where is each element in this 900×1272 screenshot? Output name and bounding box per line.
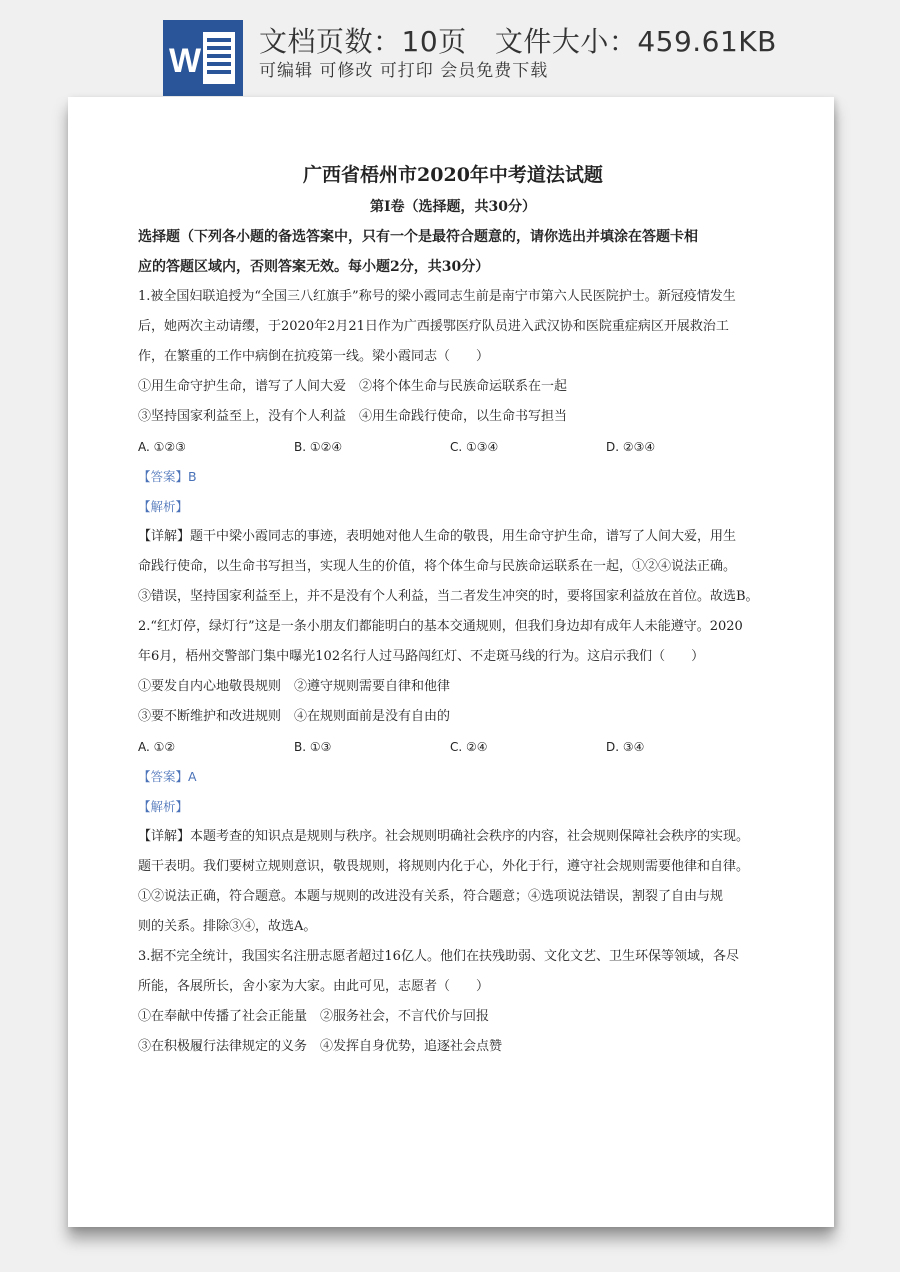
document-title: 广西省梧州市2020年中考道法试题 — [303, 164, 603, 186]
question-statement: ①要发自内心地敬畏规则 ②遵守规则需要自律和他律 — [138, 679, 451, 694]
question-3 — [138, 942, 768, 1062]
question-options — [138, 732, 768, 762]
document-body — [138, 158, 768, 1062]
word-icon-letter: W — [168, 42, 202, 80]
question-stem-line: 所能，各展所长，舍小家为大家。由此可见，志愿者（ ） — [138, 979, 490, 994]
section-instruction-line: 应的答题区域内，否则答案无效。每小题2分，共30分） — [138, 259, 490, 275]
question-stem-line: 2.“红灯停，绿灯行”这是一条小朋友们都能明白的基本交通规则，但我们身边却有成年人未能遵守。2020 — [138, 619, 743, 634]
analysis-label: 【解析】 — [138, 799, 189, 814]
option-c: C. ①③④ — [450, 440, 499, 454]
detail-line: 题干表明。我们要树立规则意识，敬畏规则，将规则内化于心，外化于行，遵守社会规则需要他律和自律。 — [138, 859, 750, 874]
option-b: B. ①②④ — [294, 440, 343, 454]
section-subtitle: 第Ⅰ卷（选择题，共30分） — [369, 199, 537, 215]
detail-line: ①②说法正确，符合题意。本题与规则的改进没有关系，符合题意；④选项说法错误，割裂了自由与规 — [138, 889, 724, 904]
detail-line: 【详解】本题考查的知识点是规则与秩序。社会规则明确社会秩序的内容，社会规则保障社会秩序的实现。 — [138, 829, 750, 844]
word-document-icon — [163, 20, 243, 96]
question-stem-line: 3.据不完全统计，我国实名注册志愿者超过16亿人。他们在扶残助弱、文化文艺、卫生环保等领域，各尽 — [138, 949, 739, 964]
question-statement: ③坚持国家利益至上，没有个人利益 ④用生命践行使命，以生命书写担当 — [138, 409, 568, 424]
question-options — [138, 432, 768, 462]
download-banner — [0, 0, 900, 100]
option-c: C. ②④ — [450, 740, 488, 754]
question-statement: ①在奉献中传播了社会正能量 ②服务社会，不言代价与回报 — [138, 1009, 490, 1024]
question-1 — [138, 282, 768, 612]
detail-line: ③错误，坚持国家利益至上，并不是没有个人利益，当二者发生冲突的时，要将国家利益放在首位。故选B。 — [138, 589, 759, 604]
option-d: D. ②③④ — [606, 440, 656, 454]
detail-line: 命践行使命，以生命书写担当，实现人生的价值，将个体生命与民族命运联系在一起，①②④说法正确。 — [138, 559, 737, 574]
question-statement: ①用生命守护生命，谱写了人间大爱 ②将个体生命与民族命运联系在一起 — [138, 379, 568, 394]
analysis-label: 【解析】 — [138, 499, 189, 514]
question-statement: ③在积极履行法律规定的义务 ④发挥自身优势，追逐社会点赞 — [138, 1039, 503, 1054]
option-b: B. ①③ — [294, 740, 332, 754]
file-info: 文档页数：10页 文件大小：459.61KB — [259, 25, 777, 58]
answer-label: 【答案】B — [138, 469, 197, 484]
question-stem-line: 1.被全国妇联追授为“全国三八红旗手”称号的梁小霞同志生前是南宁市第六人民医院护士。新冠疫情发生 — [138, 289, 736, 304]
section-instruction-line: 选择题（下列各小题的备选答案中，只有一个是最符合题意的，请你选出并填涂在答题卡相 — [138, 229, 698, 245]
detail-line: 【详解】题干中梁小霞同志的事迹，表明她对他人生命的敬畏，用生命守护生命，谱写了人间大爱，用生 — [138, 529, 737, 544]
file-features: 可编辑 可修改 可打印 会员免费下载 — [259, 61, 549, 81]
question-stem-line: 作，在繁重的工作中病倒在抗疫第一线。梁小霞同志（ ） — [138, 349, 490, 364]
detail-line: 则的关系。排除③④，故选A。 — [138, 919, 317, 934]
question-stem-line: 后，她两次主动请缨，于2020年2月21日作为广西援鄂医疗队员进入武汉协和医院重症病区开展救治工 — [138, 319, 729, 334]
answer-label: 【答案】A — [138, 769, 197, 784]
question-stem-line: 年6月，梧州交警部门集中曝光102名行人过马路闯红灯、不走斑马线的行为。这启示我们（ ） — [138, 649, 705, 664]
question-2 — [138, 612, 768, 942]
option-a: A. ①② — [138, 740, 176, 754]
option-a: A. ①②③ — [138, 440, 186, 454]
option-d: D. ③④ — [606, 740, 645, 754]
question-statement: ③要不断维护和改进规则 ④在规则面前是没有自由的 — [138, 709, 451, 724]
